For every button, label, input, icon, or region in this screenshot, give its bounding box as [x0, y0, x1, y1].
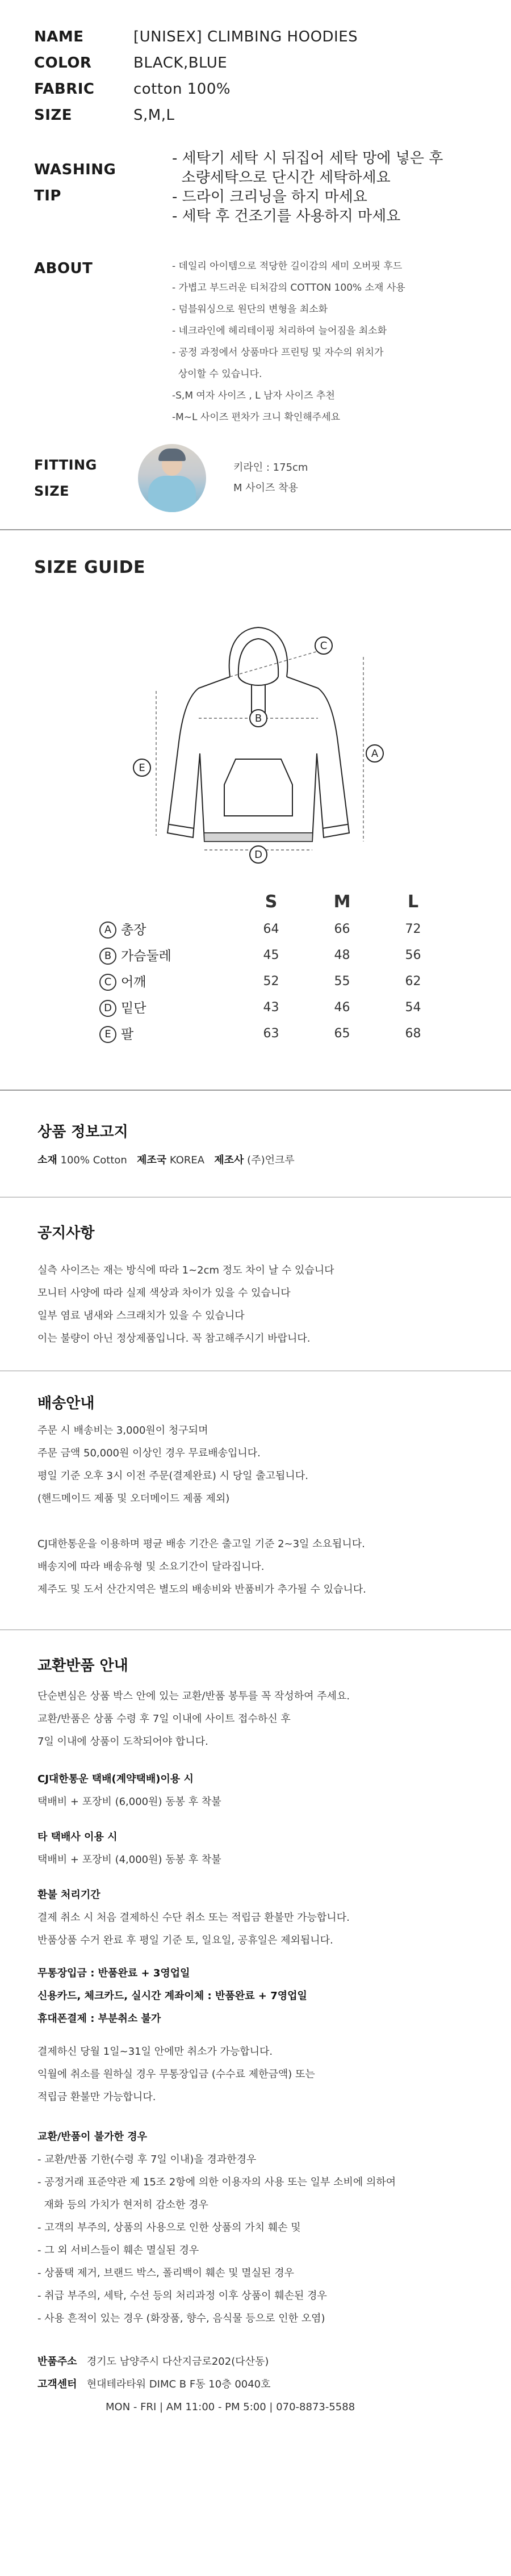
- marker-d-label: D: [254, 849, 262, 861]
- marker-c-label: C: [320, 640, 328, 652]
- table-row: [99, 1020, 449, 1046]
- shipping-line: 배송지에 따라 배송유형 및 소요기간이 달라집니다.: [37, 1561, 265, 1573]
- size-table: [99, 887, 449, 1046]
- returns-intro-line: 7일 이내에 상품이 도착되어야 합니다.: [37, 1736, 208, 1748]
- phone-detail-line: 결제하신 당월 1일~31일 안에만 취소가 가능합니다.: [37, 2046, 273, 2058]
- notice-line: 이는 불량이 아닌 정상제품입니다. 꼭 참고해주시기 바랍니다.: [37, 1333, 311, 1344]
- washing-label-line1: WASHING: [34, 161, 116, 178]
- row-label: 어깨: [121, 974, 146, 990]
- refund-line: 결제 취소 시 처음 결제하신 수단 취소 또는 적립금 환불만 가능합니다.: [37, 1912, 350, 1924]
- cell-l: 68: [405, 1026, 421, 1041]
- row-label: 밑단: [121, 1000, 146, 1016]
- size-guide-title: SIZE GUIDE: [34, 558, 146, 577]
- returns-section: [0, 1630, 511, 2419]
- notice-line: 실측 사이즈는 재는 방식에 따라 1~2cm 정도 차이 날 수 있습니다: [37, 1264, 334, 1276]
- cell-s: 43: [263, 1000, 279, 1015]
- notice-lines: [37, 1259, 511, 1350]
- cell-s: 45: [263, 948, 279, 962]
- marker-a-label: A: [371, 748, 379, 760]
- material-label: 소재: [37, 1154, 57, 1166]
- country-label: 제조국: [137, 1154, 167, 1166]
- washing-label: [34, 142, 133, 209]
- cell-l: 56: [405, 948, 421, 962]
- color-value: BLACK,BLUE: [133, 55, 228, 72]
- other-block: [37, 1826, 511, 1871]
- table-row: [99, 968, 449, 994]
- returns-intro: [37, 1685, 511, 1753]
- color-row: [34, 50, 511, 76]
- cell-s: 63: [263, 1026, 279, 1041]
- returns-intro-line: 교환/반품은 상품 수령 후 7일 이내에 사이트 접수하신 후: [37, 1713, 291, 1725]
- cell-m: 55: [334, 974, 350, 988]
- impossible-line: - 취급 부주의, 세탁, 수선 등의 처리과정 이후 상품이 훼손된 경우: [37, 2290, 327, 2302]
- about-row: [34, 255, 511, 428]
- color-label: COLOR: [34, 55, 92, 72]
- hoodie-diagram: [0, 583, 511, 867]
- impossible-line: - 공정거래 표준약관 제 15조 2항에 의한 이용자의 사용 또는 일부 소비에 의하여: [37, 2176, 396, 2188]
- cj-text: 택배비 + 포장비 (6,000원) 동봉 후 착불: [37, 1796, 221, 1808]
- size-header-l: L: [407, 891, 419, 912]
- phone-detail-line: 익월에 취소를 원하실 경우 무통장입금 (수수료 제한금액) 또는: [37, 2068, 315, 2080]
- washing-line: - 세탁 후 건조기를 사용하지 마세요: [172, 208, 401, 225]
- notice-line: 모니터 사양에 따라 실제 색상과 차이가 있을 수 있습니다: [37, 1287, 291, 1299]
- about-line: - 공정 과정에서 상품마다 프린팅 및 자수의 위치가: [172, 347, 384, 358]
- center-value: 현대테라타워 DIMC B F동 10층 0040호: [86, 2378, 271, 2390]
- cell-l: 54: [405, 1000, 421, 1015]
- row-mark: E: [99, 1026, 116, 1043]
- cell-m: 48: [334, 948, 350, 962]
- phone-line: 휴대폰결제 : 부분취소 불가: [37, 2013, 161, 2025]
- shipping-line: 평일 기준 오후 3시 이전 주문(결제완료) 시 당일 출고됩니다.: [37, 1470, 308, 1482]
- cell-m: 46: [334, 1000, 350, 1015]
- returns-title: 교환반품 안내: [37, 1657, 128, 1674]
- card-line: 신용카드, 체크카드, 실시간 계좌이체 : 반품완료 + 7영업일: [37, 1990, 307, 2002]
- notice-line: 일부 염료 냄새와 스크래치가 있을 수 있습니다: [37, 1310, 245, 1322]
- washing-row: [34, 142, 511, 226]
- cj-block: [37, 1768, 511, 1813]
- row-mark: A: [99, 922, 116, 939]
- product-notice-title: 상품 정보고지: [37, 1124, 128, 1141]
- size-value: S,M,L: [133, 107, 175, 124]
- marker-b-label: B: [254, 713, 262, 724]
- cell-m: 66: [334, 922, 350, 936]
- shipping-lines-2: [37, 1533, 511, 1601]
- phone-block: [37, 2041, 511, 2109]
- about-line: - 덤블워싱으로 원단의 변형을 최소화: [172, 304, 328, 315]
- name-label: NAME: [34, 28, 84, 45]
- cell-m: 65: [334, 1026, 350, 1041]
- bank-line: 무통장입금 : 반품완료 + 3영업일: [37, 1967, 190, 1979]
- fitting-height: 키라인 : 175cm: [233, 462, 308, 474]
- about-line: - 데일리 아이템으로 적당한 길이감의 세미 오버핏 후드: [172, 261, 403, 272]
- cell-s: 64: [263, 922, 279, 936]
- about-line: - 가볍고 부드러운 티처감의 COTTON 100% 소재 사용: [172, 282, 405, 294]
- impossible-line: - 교환/반품 기한(수령 후 7일 이내)을 경과한경우: [37, 2154, 257, 2165]
- shipping-line: 제주도 및 도서 산간지역은 별도의 배송비와 반품비가 추가될 수 있습니다.: [37, 1584, 366, 1595]
- refund-line: 반품상품 수거 완료 후 평일 기준 토, 일요일, 공휴일은 제외됩니다.: [37, 1934, 333, 1946]
- hoodie-sketch: [0, 583, 511, 867]
- hours-line: MON - FRI | AM 11:00 - PM 5:00 | 070-8873-5588: [106, 2401, 355, 2413]
- maker-label: 제조사: [214, 1154, 244, 1166]
- shipping-section: [0, 1371, 511, 1601]
- address-label: 반품주소: [37, 2356, 77, 2368]
- about-line: -S,M 여자 사이즈 , L 남자 사이즈 추천: [172, 390, 335, 401]
- name-row: [34, 24, 511, 50]
- material-value: 100% Cotton: [60, 1154, 127, 1166]
- fabric-row: [34, 76, 511, 102]
- impossible-line: - 고객의 부주의, 상품의 사용으로 인한 상품의 가치 훼손 및: [37, 2222, 301, 2234]
- washing-line: - 드라이 크리닝을 하지 마세요: [172, 189, 367, 206]
- impossible-line: - 사용 흔적이 있는 경우 (화장품, 향수, 음식물 등으로 인한 오염): [37, 2313, 325, 2324]
- size-label: SIZE: [34, 107, 73, 124]
- about-label: ABOUT: [34, 260, 93, 277]
- impossible-block: [37, 2126, 511, 2330]
- fitting-info: [206, 458, 308, 499]
- fabric-value: cotton 100%: [133, 81, 231, 98]
- table-row: [99, 942, 449, 968]
- model-avatar: [138, 444, 206, 512]
- table-row: [99, 994, 449, 1020]
- maker-value: (주)언크루: [247, 1154, 295, 1166]
- row-mark: C: [99, 974, 116, 991]
- shipping-lines-1: [37, 1419, 511, 1510]
- washing-line: 소량세탁으로 단시간 세탁하세요: [172, 169, 391, 186]
- address-value: 경기도 남양주시 다산지금로202(다산동): [86, 2356, 269, 2368]
- country-value: KOREA: [169, 1154, 205, 1166]
- row-mark: D: [99, 1000, 116, 1017]
- row-mark: B: [99, 948, 116, 965]
- cell-l: 72: [405, 922, 421, 936]
- cell-l: 62: [405, 974, 421, 988]
- name-value: [UNISEX] CLIMBING HOODIES: [133, 28, 358, 45]
- payment-block: [37, 1962, 511, 2030]
- about-line: - 네크라인에 헤리테이핑 처리하여 늘어짐을 최소화: [172, 325, 387, 337]
- marker-e-label: E: [139, 762, 145, 774]
- about-lines: [133, 255, 405, 428]
- avatar-body: [148, 476, 196, 512]
- refund-title: 환불 처리기간: [37, 1889, 100, 1901]
- size-row: [34, 102, 511, 128]
- product-notice-section: [0, 1091, 511, 1172]
- spec-section: [0, 0, 511, 512]
- impossible-line: - 상품택 제거, 브랜드 박스, 폴리백이 훼손 및 멸실된 경우: [37, 2267, 294, 2279]
- row-label: 가슴둘레: [121, 948, 171, 964]
- refund-block: [37, 1884, 511, 1952]
- shipping-title: 배송안내: [37, 1395, 95, 1412]
- avatar-hat: [158, 449, 186, 461]
- shipping-line: CJ대한통운을 이용하며 평균 배송 기간은 출고일 기준 2~3일 소요됩니다.: [37, 1538, 365, 1550]
- fitting-label: FITTING SIZE: [34, 457, 97, 499]
- impossible-line: - 그 외 서비스들이 훼손 멸실된 경우: [37, 2244, 199, 2256]
- phone-detail-line: 적립금 환불만 가능합니다.: [37, 2091, 156, 2103]
- size-table-header: [99, 887, 449, 916]
- about-line: 상이할 수 있습니다.: [172, 368, 262, 380]
- about-line: -M~L 사이즈 편차가 크니 확인해주세요: [172, 412, 341, 423]
- impossible-title: 교환/반품이 불가한 경우: [37, 2131, 147, 2143]
- table-row: [99, 916, 449, 942]
- row-label: 총장: [121, 922, 146, 937]
- cell-s: 52: [263, 974, 279, 988]
- fitting-row: [34, 444, 511, 512]
- size-header-s: S: [265, 891, 278, 912]
- shipping-line: 주문 시 배송비는 3,000원이 청구되며: [37, 1425, 208, 1436]
- center-label: 고객센터: [37, 2378, 77, 2390]
- product-notice-line: [37, 1149, 511, 1172]
- row-label: 팔: [121, 1027, 134, 1042]
- notice-section: [0, 1197, 511, 1350]
- cj-title: CJ대한통운 택배(계약택배)이용 시: [37, 1773, 194, 1785]
- washing-label-line2: TIP: [34, 187, 61, 204]
- size-header-m: M: [333, 891, 351, 912]
- returns-intro-line: 단순변심은 상품 박스 안에 있는 교환/반품 봉투를 꼭 작성하여 주세요.: [37, 1690, 350, 1702]
- contact-block: [37, 2351, 511, 2419]
- shipping-line: (핸드메이드 제품 및 오더메이드 제품 제외): [37, 1493, 230, 1505]
- notice-title: 공지사항: [37, 1225, 95, 1242]
- other-text: 택배비 + 포장비 (4,000원) 동봉 후 착불: [37, 1854, 221, 1866]
- other-title: 타 택배사 이용 시: [37, 1831, 118, 1843]
- fitting-size: M 사이즈 착용: [233, 482, 298, 494]
- fabric-label: FABRIC: [34, 81, 95, 98]
- shipping-line: 주문 금액 50,000원 이상인 경우 무료배송입니다.: [37, 1447, 261, 1459]
- washing-lines: [133, 142, 443, 226]
- washing-line: - 세탁기 세탁 시 뒤집어 세탁 망에 넣은 후: [172, 150, 443, 167]
- impossible-line: 재화 등의 가치가 현저히 감소한 경우: [37, 2199, 208, 2211]
